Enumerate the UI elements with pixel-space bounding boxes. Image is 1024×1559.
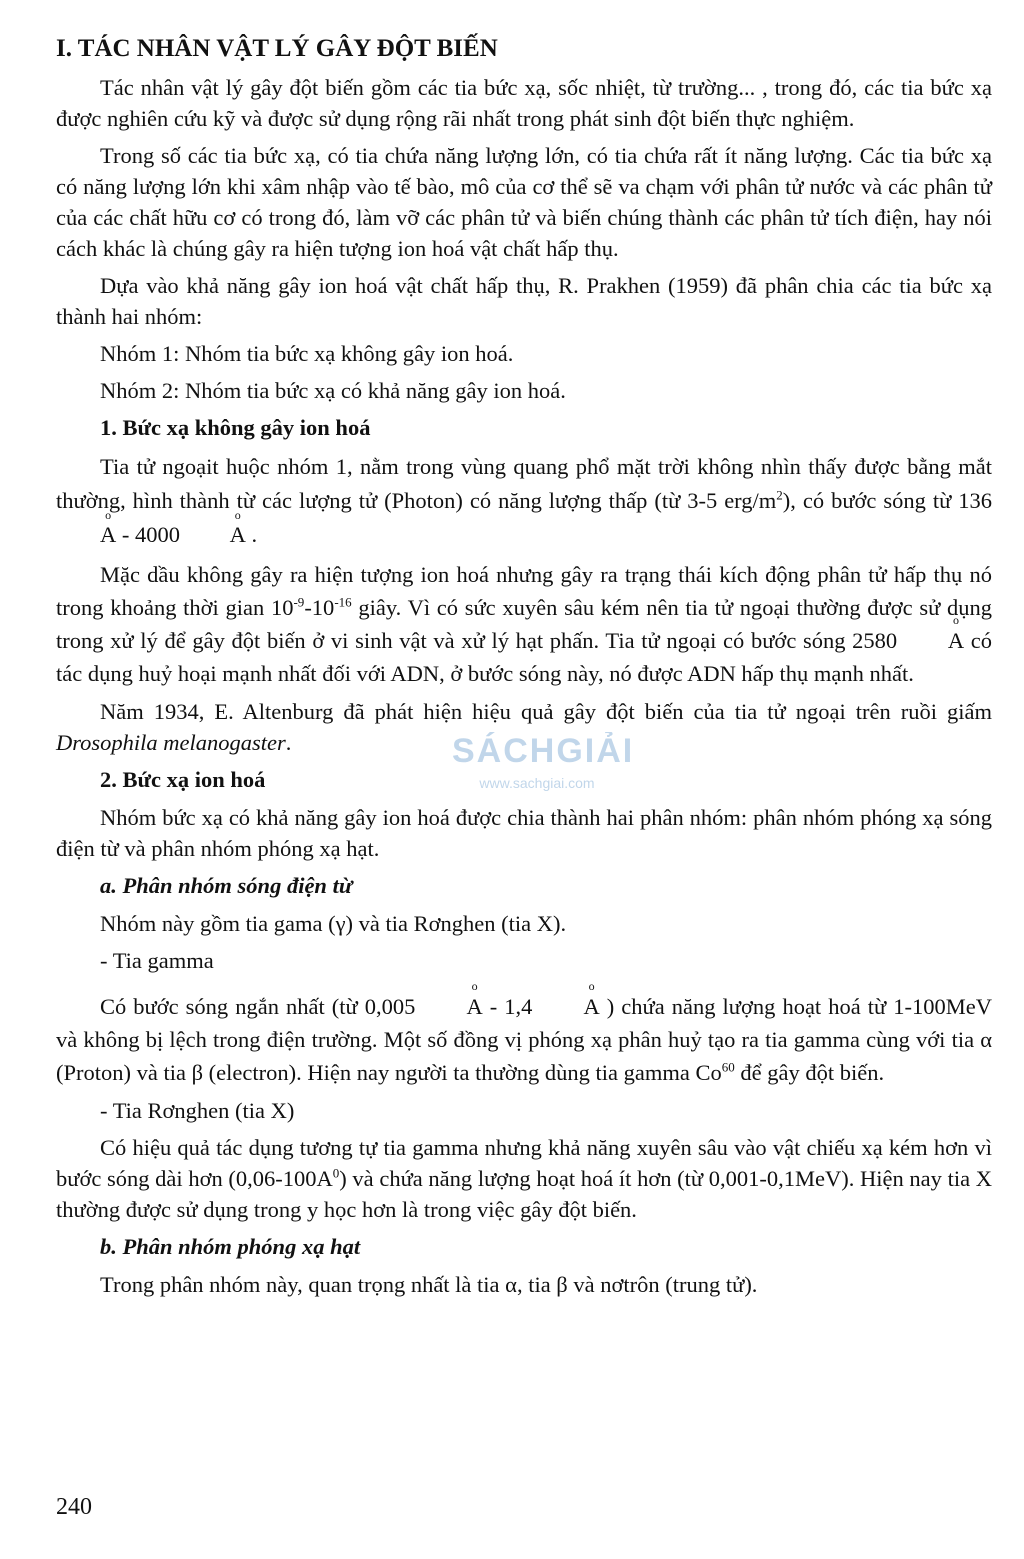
angstrom-symbol: o A — [422, 990, 482, 1023]
label-xray: - Tia Rơnghen (tia X) — [100, 1098, 295, 1123]
subsection-title-ionizing: 2. Bức xạ ion hoá — [100, 767, 266, 792]
paragraph-altenburg: Năm 1934, E. Altenburg đã phát hiện hiệu quả gây đột biến của tia tử ngoại trên ruồi giấm Drosophila melanogaster. — [56, 699, 992, 755]
subsection-title-non-ionizing: 1. Bức xạ không gây ion hoá — [100, 415, 371, 440]
section-title: I. TÁC NHÂN VẬT LÝ GÂY ĐỘT BIẾN — [56, 35, 498, 62]
paragraph-intro: Tác nhân vật lý gây đột biến gồm các tia bức xạ, sốc nhiệt, từ trường... , trong đó, các tia bức xạ được nghiên cứu kỹ và được sử dụng rộng rãi nhất trong phát sinh đột biến thực nghiệm. — [56, 75, 992, 131]
paragraph-ionizing-groups: Nhóm bức xạ có khả năng gây ion hoá được chia thành hai phân nhóm: phân nhóm phóng xạ sóng điện từ và phân nhóm phóng xạ hạt. — [56, 805, 992, 861]
page-number: 240 — [56, 1494, 92, 1520]
document-page — [56, 30, 992, 1306]
paragraph-classification: Dựa vào khả năng gây ion hoá vật chất hấp thụ, R. Prakhen (1959) đã phân chia các tia bức xạ thành hai nhóm: — [56, 273, 992, 329]
paragraph-energy: Trong số các tia bức xạ, có tia chứa năng lượng lớn, có tia chứa rất ít năng lượng. Các tia bức xạ có năng lượng lớn khi xâm nhập vào tế bào, mô của cơ thể sẽ va chạm với phân tử nước và các phân tử của các chất hữu cơ có trong đó, làm vỡ các phân tử và biến chúng thành các phân tử tích điện, hay nói cách khác là chúng gây ra hiện tượng ion hoá vật chất hấp thụ. — [56, 143, 992, 261]
subsection-title-particle: b. Phân nhóm phóng xạ hạt — [100, 1234, 361, 1259]
paragraph-uv-definition: Tia tử ngoạit huộc nhóm 1, nằm trong vùng quang phổ mặt trời không nhìn thấy được bằng mắt thường, hình thành từ các lượng tử (Photon) có năng lượng thấp (từ 3-5 erg/$m^2$), có bước sóng từ 136 o A - 4000 o A . — [56, 450, 992, 552]
angstrom-symbol: o A — [904, 624, 964, 657]
label-gamma: - Tia gamma — [100, 948, 214, 973]
angstrom-symbol: o A — [539, 990, 599, 1023]
subsection-title-electromagnetic: a. Phân nhóm sóng điện từ — [100, 873, 353, 898]
group-2: Nhóm 2: Nhóm tia bức xạ có khả năng gây ion hoá. — [100, 378, 566, 403]
watermark-logo: SÁCHGIẢI www.sachgiai.com — [452, 732, 635, 791]
group-1: Nhóm 1: Nhóm tia bức xạ không gây ion hoá. — [100, 341, 514, 366]
paragraph-xray: Có hiệu quả tác dụng tương tự tia gamma nhưng khả năng xuyên sâu vào vật chiếu xạ kém hơn vì bước sóng dài hơn $(0,06-100A^0)$ và chứa năng lượng hoạt hoá ít hơn (từ 0,001-0,1MeV). Hiện nay tia X thường được sử dụng trong y học hơn là trong việc gây đột biến. — [56, 1135, 992, 1222]
paragraph-electromagnetic: Nhóm này gồm tia gama (γ) và tia Rơnghen (tia X). — [100, 911, 567, 936]
angstrom-symbol: o A — [56, 518, 116, 552]
paragraph-uv-usage: Mặc dầu không gây ra hiện tượng ion hoá nhưng gây ra trạng thái kích động phân tử hấp thụ nó trong khoảng thời gian $10^{-9}-10^{-16}$ giây. Vì có sức xuyên sâu kém nên tia tử ngoại thường được sử dụng trong xử lý để gây đột biến ở vi sinh vật và xử lý hạt phấn. Tia tử ngoại có bước sóng 2580 o A có tác dụng huỷ hoại mạnh nhất đối với ADN, ở bước sóng này, nó được ADN hấp thụ mạnh nhất. — [56, 558, 992, 690]
paragraph-gamma: Có bước sóng ngắn nhất (từ 0,005 o A - 1,4 o A ) chứa năng lượng hoạt hoá từ 1-100MeV và không bị lệch trong điện trường. Một số đồng vị phóng xạ phân huỷ tạo ra tia gamma cùng với tia α (Proton) và tia β (electron). Hiện nay người ta thường dùng tia gamma Co$^{60}$ để gây đột biến. — [56, 990, 992, 1089]
paragraph-particle: Trong phân nhóm này, quan trọng nhất là tia α, tia β và nơtrôn (trung tử). — [100, 1272, 758, 1297]
angstrom-symbol: o A — [186, 518, 246, 552]
